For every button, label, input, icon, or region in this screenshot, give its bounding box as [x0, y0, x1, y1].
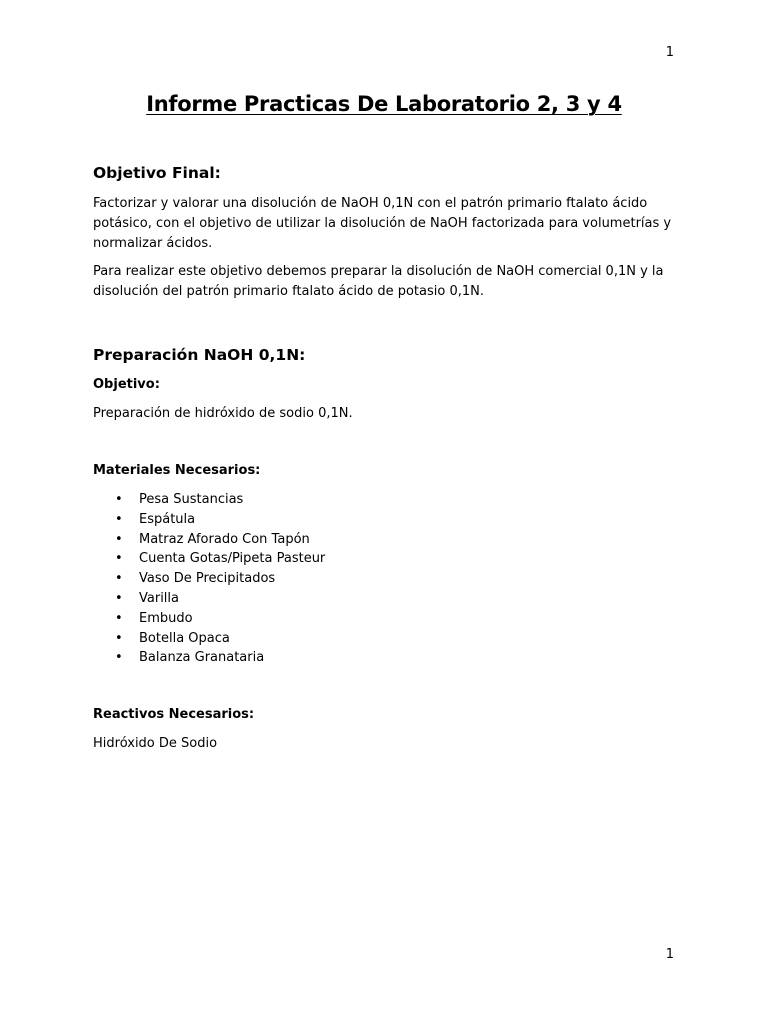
list-item [93, 569, 678, 589]
bullet-icon: • [115, 511, 123, 527]
page-number-bottom: 1 [665, 947, 674, 962]
list-item [93, 629, 678, 649]
objetivo-final-paragraph-1: Factorizar y valorar una disolución de NaOH 0,1N con el patrón primario ftalato ácido potásico, con el objetivo de utilizar la disolución de NaOH factorizada para volumetrías y normalizar ácidos. [93, 196, 672, 251]
list-item [93, 510, 678, 530]
page-number-top: 1 [665, 45, 674, 60]
list-item [93, 609, 678, 629]
list-item-text: Botella Opaca [139, 630, 230, 646]
objetivo-text: Preparación de hidróxido de sodio 0,1N. [93, 406, 353, 421]
list-item-text: Varilla [139, 590, 179, 606]
objetivo-final-paragraph-2: Para realizar este objetivo debemos preparar la disolución de NaOH comercial 0,1N y la disolución del patrón primario ftalato ácido de potasio 0,1N. [93, 264, 664, 299]
bullet-icon: • [115, 630, 123, 646]
list-item-text: Espátula [139, 511, 196, 527]
bullet-icon: • [115, 531, 123, 547]
preparacion-heading: Preparación NaOH 0,1N: [93, 346, 306, 364]
bullet-icon: • [115, 492, 123, 507]
objetivo-final-heading: Objetivo Final: [93, 164, 221, 182]
bullet-icon: • [115, 551, 123, 567]
objetivo-label: Objetivo: [93, 377, 160, 392]
list-item [93, 490, 678, 510]
bullet-icon: • [115, 610, 123, 626]
list-item [93, 549, 678, 569]
document-body [93, 162, 678, 754]
bullet-icon: • [115, 571, 123, 587]
materiales-list [93, 490, 678, 668]
list-item-text: Balanza Granataria [139, 650, 265, 666]
list-item-text: Pesa Sustancias [139, 492, 244, 507]
bullet-icon: • [115, 590, 123, 606]
bullet-icon: • [115, 650, 123, 666]
list-item [93, 530, 678, 550]
materiales-label: Materiales Necesarios: [93, 463, 261, 478]
document-title: Informe Practicas De Laboratorio 2, 3 y 4 [146, 92, 622, 116]
reactivos-text: Hidróxido De Sodio [93, 736, 218, 752]
list-item-text: Matraz Aforado Con Tapón [139, 531, 310, 547]
list-item [93, 648, 678, 668]
list-item [93, 589, 678, 609]
list-item-text: Embudo [139, 610, 193, 626]
list-item-text: Cuenta Gotas/Pipeta Pasteur [139, 551, 326, 567]
reactivos-label: Reactivos Necesarios: [93, 707, 255, 723]
list-item-text: Vaso De Precipitados [139, 571, 276, 587]
